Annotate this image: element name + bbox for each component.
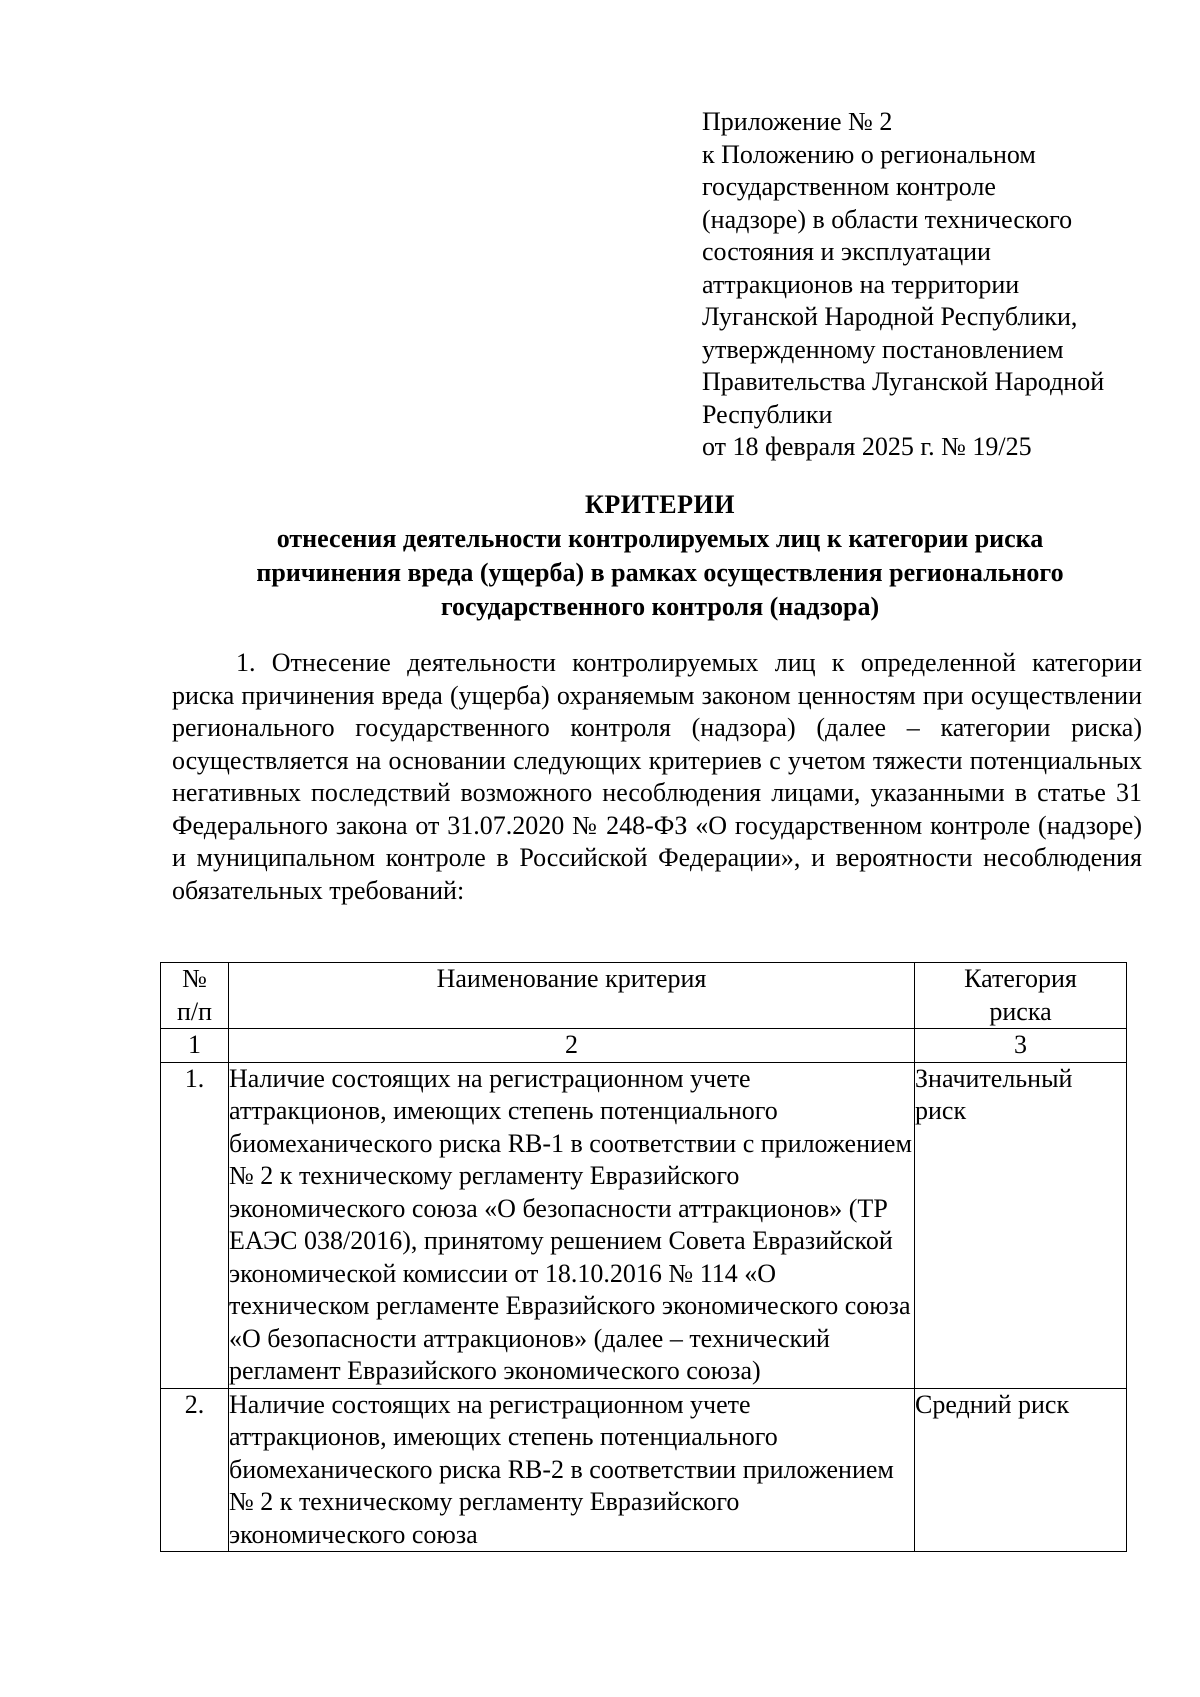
row-criterion: Наличие состоящих на регистрационном учете аттракционов, имеющих степень потенциального биомеханического риска RB-1 в соответствии с приложением № 2 к техническому регламенту Евразийского экономического союза «О безопасности аттракционов» (ТР ЕАЭС 038/2016), принятому решением Совета Евразийской экономической комиссии от 18.10.2016 № 114 «О техническом регламенте Евразийского экономического союза «О безопасности аттракционов» (далее – технический регламент Евразийского экономического союза) [229,1062,915,1388]
intro-paragraph: 1. Отнесение деятельности контролируемых лиц к определенной категории риска причинения вреда (ущерба) охраняемым законом ценностям при осуществлении регионального государственного контроля (надзора) (далее – категории риска) осуществляется на основании следующих критериев с учетом тяжести потенциальных негативных последствий возможного несоблюдения лицами, указанными в статье 31 Федерального закона от 31.07.2020 № 248-ФЗ «О государственном контроле (надзоре) и муниципальном контроле в Российской Федерации», и вероятности несоблюдения обязательных требований: [172,648,1142,905]
index-cell: 2 [229,1029,915,1063]
header-category: Категория риска [915,963,1127,1029]
table-index-row [161,1029,1127,1063]
title-main: КРИТЕРИИ [585,490,735,519]
row-number: 2. [161,1388,229,1552]
title-subtitle: отнесения деятельности контролируемых лиц к категории риска причинения вреда (ущерба) в рамках осуществления регионального государственного контроля (надзора) [256,524,1064,621]
table-row [161,1388,1127,1552]
row-number: 1. [161,1062,229,1388]
header-number: № п/п [161,963,229,1029]
criteria-table [160,962,1127,1552]
header-criterion: Наименование критерия [229,963,915,1029]
table-row [161,1062,1127,1388]
index-cell: 3 [915,1029,1127,1063]
table-header-row [161,963,1127,1029]
document-title [0,488,1200,624]
row-criterion: Наличие состоящих на регистрационном учете аттракционов, имеющих степень потенциального биомеханического риска RB-2 в соответствии приложением № 2 к техническому регламенту Евразийского экономического союза [229,1388,915,1552]
index-cell: 1 [161,1029,229,1063]
row-category: Значительный риск [915,1062,1127,1388]
row-category: Средний риск [915,1388,1127,1552]
appendix-header: Приложение № 2 к Положению о региональном государственном контроле (надзоре) в области технического состояния и эксплуатации аттракционов на территории Луганской Народной Республики, утвержденному постановлением Правительства Луганской Народной Республики от 18 февраля 2025 г. № 19/25 [702,107,1105,461]
